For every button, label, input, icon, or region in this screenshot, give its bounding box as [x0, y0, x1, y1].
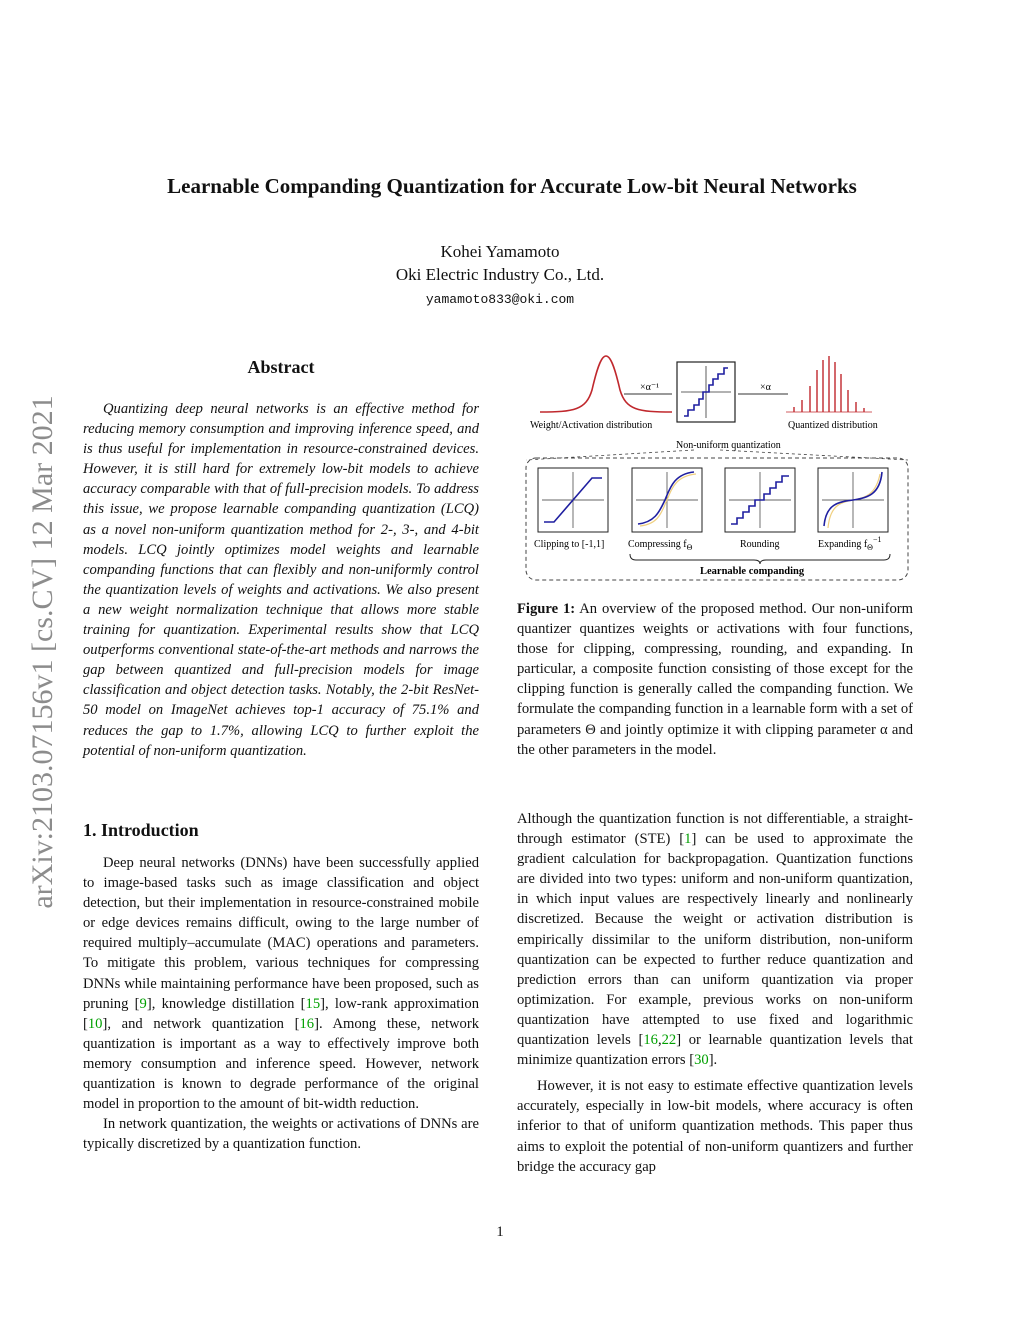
citation-separator: , [657, 1032, 662, 1049]
paper-title: Learnable Companding Quantization for Accurate Low-bit Neural Networks [167, 174, 857, 198]
figure-1-diagram [524, 350, 912, 584]
citation-link[interactable]: 16 [643, 1032, 658, 1049]
abstract-heading: Abstract [247, 357, 315, 377]
citation-link[interactable]: 1 [684, 831, 692, 848]
label-weight-distribution: Weight/Activation distribution [530, 420, 653, 431]
figure-1 [524, 350, 912, 584]
intro-text: Deep neural networks (DNNs) have been successfully applied to image-based tasks such as image classification and object detection, but their implementation in resource-constrained mobile or edge devices remains difficult, owing to the large number of required multiply–accumulate (MAC) operations and parameters. To mitigate this problem, various techniques for compressing DNNs while maintaining performance have been proposed, such as pruning [ [83, 855, 479, 1012]
panel-rounding [725, 468, 795, 550]
citation-link[interactable]: 10 [87, 1015, 103, 1032]
label-clipping: Clipping to [-1,1] [534, 539, 605, 550]
page-number: 1 [496, 1224, 504, 1240]
label-quantized-distribution: Quantized distribution [788, 420, 878, 431]
introduction-text [83, 853, 479, 1154]
caption-text: An overview of the proposed method. Our non-uniform quantizer quantizes weights or activations with four functions, those for clipping, compressing, rounding, and expanding. In particular, a composite function consisting of those except for the clipping function is generally called the companding function. We formulate the companding function in a learnable form with a set of parameters Θ and jointly optimize it with clipping parameter α and the other parameters in the model. [517, 601, 913, 758]
intro-text: ], and network quantization [ [102, 1015, 300, 1032]
author-email: yamamoto833@oki.com [425, 292, 575, 307]
brace [630, 554, 890, 564]
citation-link[interactable]: 9 [139, 995, 147, 1012]
citation-link[interactable]: 22 [661, 1032, 677, 1049]
citation-link[interactable]: 16 [299, 1015, 315, 1032]
label-rounding: Rounding [740, 539, 780, 550]
intro-paragraph-2: In network quantization, the weights or activations of DNNs are typically discretized by a quantization function. [83, 1116, 479, 1153]
intro-text: ], knowledge distillation [ [146, 995, 306, 1012]
right-paragraph-2: However, it is not easy to estimate effective quantization levels accurately, especially in low-bit models, where accuracy is often inferior to that of uniform quantization methods. This paper thus aims to exploit the potential of non-uniform quantizers and further bridge the accuracy gap [517, 1078, 913, 1175]
author-affiliation: Oki Electric Industry Co., Ltd. [395, 265, 605, 284]
figure-1-caption [517, 599, 913, 760]
label-alpha-inverse: ×α⁻¹ [640, 382, 660, 393]
intro-paragraph-1 [83, 853, 479, 1114]
body-text: Although the quantization function is not differentiable, a straight-through estimator (STE) [ [517, 811, 913, 848]
author-name: Kohei Yamamoto [440, 242, 560, 261]
body-text: ] or learnable quantization levels that minimize quantization errors [ [517, 1032, 913, 1069]
section-heading-introduction: 1. Introduction [83, 820, 199, 840]
caption-label: Figure 1: [517, 601, 576, 617]
label-compressing: Compressing $f_\Theta$ [628, 539, 693, 552]
label-alpha: ×α [760, 382, 771, 393]
intro-text: ]. Among these, network quantization is important as a way to effectively improve both memory consumption and inference speed. However, network quantization is known to degrade performance of the original model in proportion to the amount of bit-width reduction. [83, 1015, 479, 1113]
intro-text: ], low-rank approximation [ [83, 995, 479, 1032]
panel-expanding [818, 468, 888, 552]
arxiv-stamp: arXiv:2103.07156v1 [cs.CV] 12 Mar 2021 [26, 395, 59, 909]
citation-link[interactable]: 30 [694, 1052, 709, 1069]
right-paragraph-1 [517, 809, 913, 1070]
quantized-stems [794, 356, 864, 412]
panel-compressing [628, 468, 702, 552]
right-column-text [517, 809, 913, 1177]
label-expanding: Expanding $f_\Theta^{-1}$ [818, 535, 882, 552]
citation-link[interactable]: 15 [305, 995, 321, 1012]
label-learnable-companding: Learnable companding [700, 566, 805, 577]
label-nonuniform-quantization: Non-uniform quantization [676, 440, 781, 451]
abstract-paragraph: Quantizing deep neural networks is an effective method for reducing memory consumption and improving inference speed, and is thus useful for implementation in resource-constrained devices. However, it is still hard for extremely low-bit models to achieve accuracy comparable with that of full-precision models. To address this issue, we propose learnable companding quantization (LCQ) as a novel non-uniform quantization method for 2-, 3-, and 4-bit models. LCQ jointly optimizes model weights and learnable companding functions that can flexibly and non-uniformly control the quantization levels of weights and activations. We also present a new weight normalization technique that allows more stable training for quantization. Experimental results show that LCQ outperforms conventional state-of-the-art methods and narrows the gap between quantized and full-precision models for image classification and object detection tasks. Notably, the 2-bit ResNet-50 model on ImageNet achieves top-1 accuracy of 75.1% and reduces the gap to 1.7%, allowing LCQ to further exploit the potential of non-uniform quantization. [83, 401, 479, 759]
panel-clipping [534, 468, 608, 550]
body-text: ]. [708, 1052, 718, 1069]
abstract-text [83, 399, 479, 761]
body-text: ] can be used to approximate the gradient calculation for backpropagation. Quantization functions are divided into two types: uniform and non-uniform quantization, in which input values are respectively linearly and nonlinearly discretized. Because the weight or activation distribution is empirically dissimilar to the uniform distribution, non-uniform quantization can be expected to further reduce quantization and prediction errors than can uniform quantization via proper optimization. For example, previous works on non-uniform quantization have attempted to use fixed and logarithmic quantization levels [ [517, 831, 913, 1049]
